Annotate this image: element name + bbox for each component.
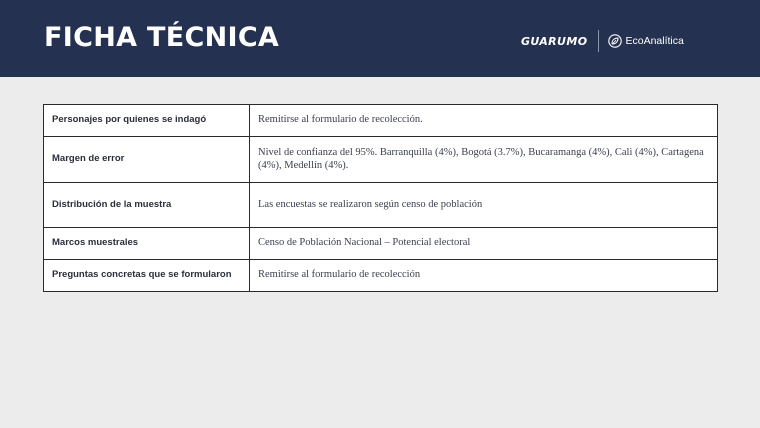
guarumo-logo: GUARUMO bbox=[521, 34, 588, 48]
row-label: Margen de error bbox=[44, 137, 250, 183]
row-value: Censo de Población Nacional – Potencial electoral bbox=[250, 228, 718, 260]
row-value: Las encuestas se realizaron según censo de población bbox=[250, 183, 718, 228]
header-bar bbox=[0, 0, 760, 77]
technical-sheet-table bbox=[43, 104, 718, 292]
row-value: Remitirse al formulario de recolección. bbox=[250, 105, 718, 137]
logo-divider bbox=[598, 30, 599, 52]
ecoanalitica-logo bbox=[608, 34, 683, 48]
table-row bbox=[44, 105, 718, 137]
table-row bbox=[44, 137, 718, 183]
table-row bbox=[44, 260, 718, 292]
row-label: Personajes por quienes se indagó bbox=[44, 105, 250, 137]
table-row bbox=[44, 228, 718, 260]
row-value: Remitirse al formulario de recolección bbox=[250, 260, 718, 292]
row-value: Nivel de confianza del 95%. Barranquilla (4%), Bogotá (3.7%), Bucaramanga (4%), Cali (4%), Cartagena (4%), Medellín (4%). bbox=[250, 137, 718, 183]
logos bbox=[521, 29, 684, 53]
page-title: FICHA TÉCNICA bbox=[44, 22, 280, 53]
row-label: Distribución de la muestra bbox=[44, 183, 250, 228]
table-row bbox=[44, 183, 718, 228]
eco-leaf-icon bbox=[608, 34, 622, 48]
row-label: Marcos muestrales bbox=[44, 228, 250, 260]
row-label: Preguntas concretas que se formularon bbox=[44, 260, 250, 292]
ecoanalitica-text: EcoAnalítica bbox=[625, 35, 684, 47]
